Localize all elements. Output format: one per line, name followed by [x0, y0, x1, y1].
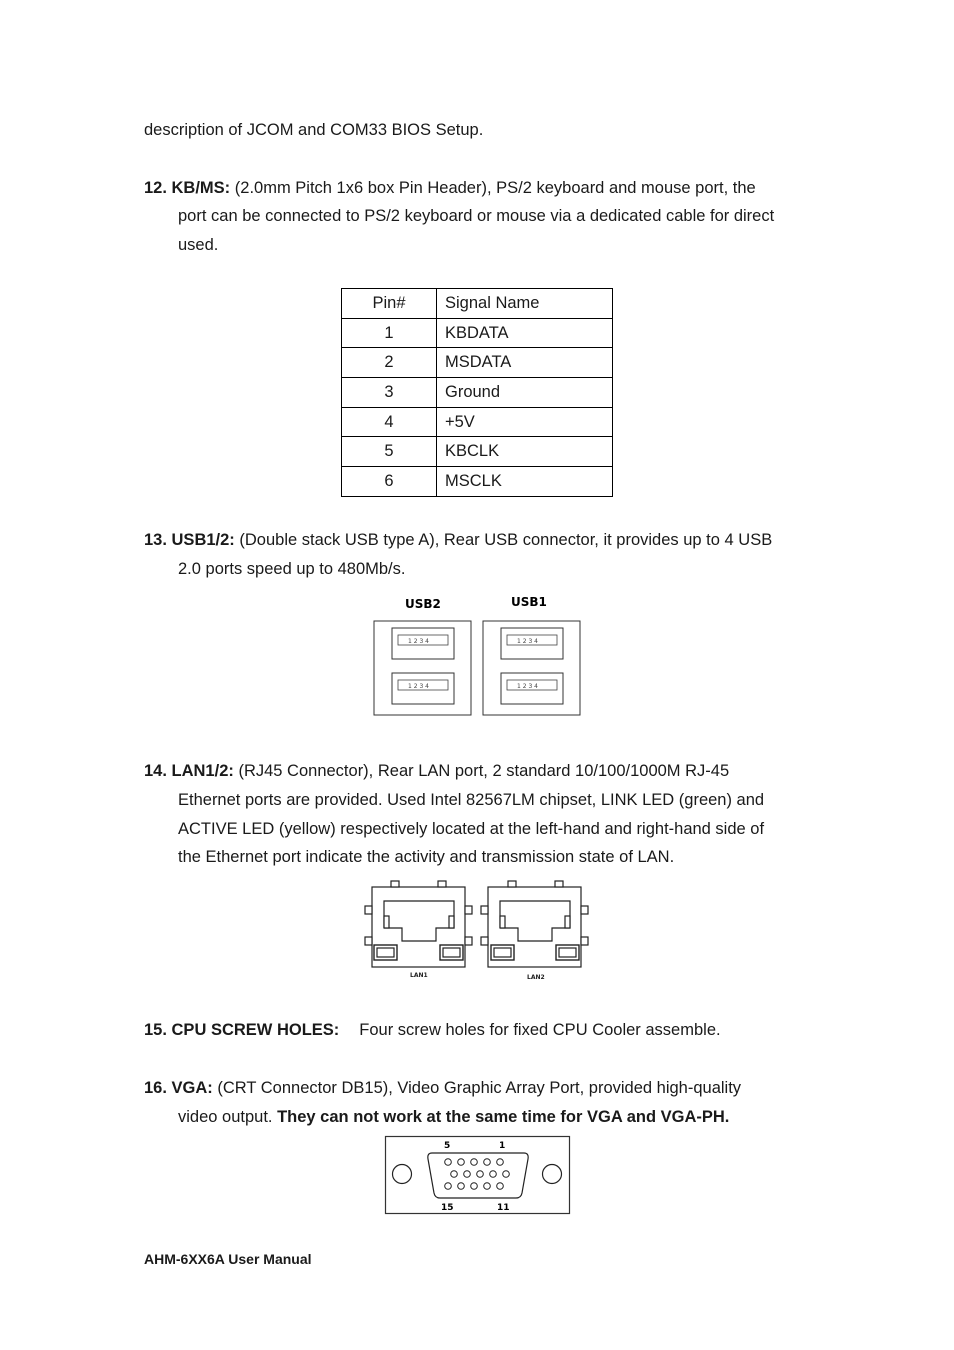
table-row [342, 467, 613, 497]
section-15-text: Four screw holes for fixed CPU Cooler assemble. [359, 1021, 721, 1039]
lan-connector-diagram [360, 876, 596, 984]
table-row [342, 318, 613, 348]
section-14-line-1 [144, 761, 729, 781]
usb1-connector [483, 621, 580, 715]
table-cell-pin: 4 [342, 407, 437, 437]
table-cell-pin: 6 [342, 467, 437, 497]
vga-pin-1-label: 1 [499, 1141, 506, 1151]
section-13-line-1 [144, 530, 772, 550]
lan2-label: LAN2 [527, 974, 545, 981]
section-13-heading: 13. USB1/2: [144, 531, 235, 549]
lan1-connector [365, 881, 472, 967]
table-cell-signal: KBDATA [437, 318, 613, 348]
kbms-pin-table [341, 288, 613, 497]
section-15-heading: 15. CPU SCREW HOLES: [144, 1021, 340, 1039]
table-cell-pin: 3 [342, 378, 437, 408]
section-16-line-1 [144, 1078, 741, 1098]
table-header-pin: Pin# [342, 289, 437, 319]
section-14-line-3: ACTIVE LED (yellow) respectively located at the left-hand and right-hand side of [178, 820, 765, 838]
section-14-text-1: (RJ45 Connector), Rear LAN port, 2 standard 10/100/1000M RJ-45 [233, 762, 730, 780]
table-cell-signal: Ground [437, 378, 613, 408]
table-row [342, 407, 613, 437]
table-cell-signal: +5V [437, 407, 613, 437]
lan2-connector [481, 881, 588, 967]
section-16-text-1: (CRT Connector DB15), Video Graphic Array Port, provided high-quality [212, 1079, 742, 1097]
section-14-line-2: Ethernet ports are provided. Used Intel 82567LM chipset, LINK LED (green) and [178, 791, 765, 809]
usb2-connector [374, 621, 471, 715]
table-row [342, 437, 613, 467]
section-12-heading: 12. KB/MS: [144, 179, 231, 197]
vga-connector-diagram [384, 1135, 572, 1217]
usb2-bottom-pin-numbers: 1 2 3 4 [408, 683, 429, 690]
section-15-line [144, 1020, 721, 1040]
page-footer: AHM-6XX6A User Manual [144, 1251, 312, 1267]
section-12-text-1: (2.0mm Pitch 1x6 box Pin Header), PS/2 keyboard and mouse port, the [230, 179, 756, 197]
usb1-bottom-pin-numbers: 1 2 3 4 [517, 683, 538, 690]
table-cell-pin: 5 [342, 437, 437, 467]
table-cell-pin: 2 [342, 348, 437, 378]
table-row [342, 348, 613, 378]
table-cell-signal: KBCLK [437, 437, 613, 467]
table-cell-pin: 1 [342, 318, 437, 348]
vga-pin-5-label: 5 [444, 1141, 451, 1151]
section-12-line-2: port can be connected to PS/2 keyboard or mouse via a dedicated cable for direct [178, 207, 775, 225]
usb-connector-diagram [360, 590, 600, 725]
section-16-line-2 [178, 1107, 729, 1127]
table-header-row [342, 289, 613, 319]
vga-pin-11-label: 11 [497, 1203, 510, 1213]
section-12-line-1 [144, 178, 756, 198]
section-13-text-1: (Double stack USB type A), Rear USB connector, it provides up to 4 USB [234, 531, 773, 549]
intro-text: description of JCOM and COM33 BIOS Setup. [144, 121, 484, 139]
lan1-label: LAN1 [410, 972, 428, 979]
section-13-line-2: 2.0 ports speed up to 480Mb/s. [178, 560, 406, 578]
section-16-warning: They can not work at the same time for VGA and VGA-PH. [277, 1108, 730, 1126]
usb2-label: USB2 [405, 597, 441, 611]
section-14-line-4: the Ethernet port indicate the activity and transmission state of LAN. [178, 848, 675, 866]
section-12-line-3: used. [178, 236, 219, 254]
usb2-top-pin-numbers: 1 2 3 4 [408, 638, 429, 645]
table-row [342, 378, 613, 408]
usb1-top-pin-numbers: 1 2 3 4 [517, 638, 538, 645]
section-16-heading: 16. VGA: [144, 1079, 213, 1097]
section-14-heading: 14. LAN1/2: [144, 762, 234, 780]
section-16-text-2: video output. [178, 1108, 278, 1126]
table-header-signal: Signal Name [437, 289, 613, 319]
table-cell-signal: MSDATA [437, 348, 613, 378]
vga-pin-15-label: 15 [441, 1203, 454, 1213]
usb1-label: USB1 [511, 595, 547, 609]
table-cell-signal: MSCLK [437, 467, 613, 497]
